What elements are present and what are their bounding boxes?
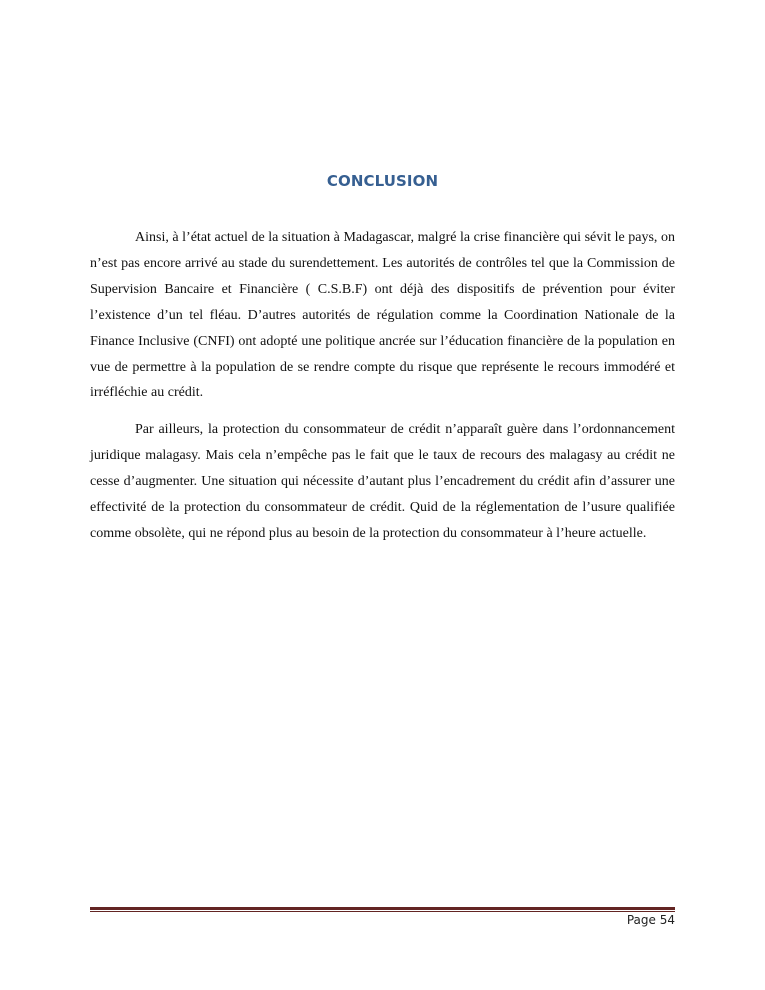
body-text (90, 225, 675, 558)
paragraph-1: Ainsi, à l’état actuel de la situation à Madagascar, malgré la crise financière qui sévit le pays, on n’est pas encore arrivé au stade du surendettement. Les autorités de contrôles tel que la Commission de Supervision Bancaire et Financière ( C.S.B.F) ont déjà des dispositifs de prévention pour éviter l’existence d’un tel fléau. D’autres autorités de régulation comme la Coordination Nationale de la Finance Inclusive (CNFI) ont adopté une politique ancrée sur l’éducation financière de la population en vue de permettre à la population de se rendre compte du risque que représente le recours immodéré et irréfléchie au crédit. (90, 230, 675, 401)
section-heading: CONCLUSION (326, 172, 439, 190)
footer-rule-thin (90, 911, 675, 912)
paragraph-2: Par ailleurs, la protection du consommateur de crédit n’apparaît guère dans l’ordonnancement juridique malagasy. Mais cela n’empêche pas le fait que le taux de recours des malagasy au crédit ne cesse d’augmenter. Une situation qui nécessite d’autant plus l’encadrement du crédit afin d’assurer une effectivité de la protection du consommateur de crédit. Quid de la réglementation de l’usure qualifiée comme obsolète, qui ne répond plus au besoin de la protection du consommateur à l’heure actuelle. (90, 422, 675, 541)
page-number: Page 54 (626, 913, 675, 927)
footer-rule (90, 907, 675, 910)
